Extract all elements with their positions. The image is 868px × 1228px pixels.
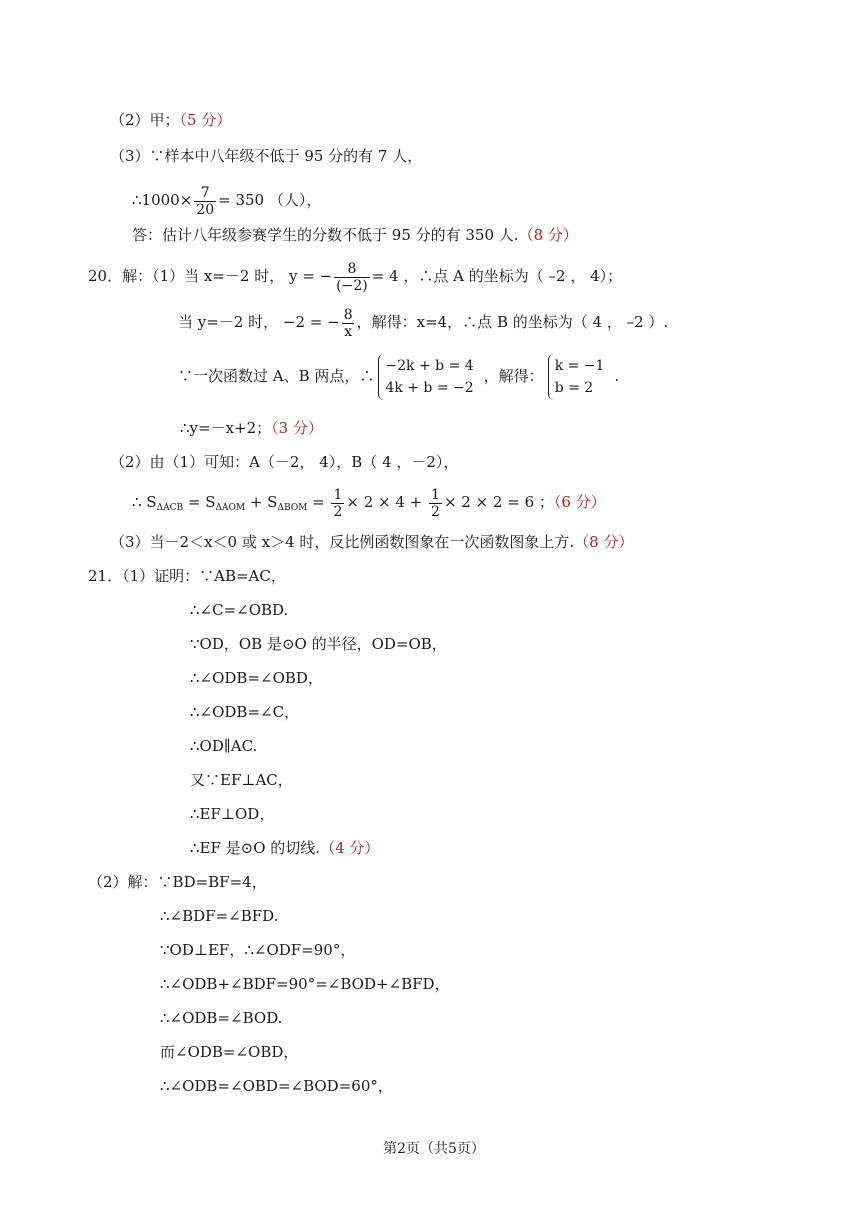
fraction-8-x: $\frac{8}{x}$ <box>343 306 353 340</box>
score-5: （5 分） <box>179 111 232 129</box>
line-calc-1000: ∴1000× $\frac{7}{20}$ = 350 （人）， <box>132 184 322 218</box>
line-q20-part2: （2）由（1）可知：A（－2， 4），B（ 4 ，－2）， <box>110 453 459 471</box>
line-q21-p2-1: ∴∠BDF=∠BFD. <box>160 907 279 925</box>
fraction-half-1: $\frac{1}{2}$ <box>333 486 343 520</box>
line-q21-2: ∴∠C=∠OBD. <box>190 601 289 619</box>
page-footer: 第2页（共5页） <box>383 1141 485 1157</box>
line-q21-4: ∴∠ODB=∠OBD， <box>190 669 323 687</box>
fraction-half-2: $\frac{1}{2}$ <box>431 486 440 520</box>
line-q21-8: ∴EF⊥OD， <box>190 805 275 823</box>
line-q21-p2-2: ∵OD⊥EF，∴∠ODF=90°， <box>160 941 356 959</box>
fraction-7-20: $\frac{7}{20}$ <box>196 184 215 218</box>
line-q21-5: ∴∠ODB=∠C， <box>190 703 300 721</box>
score-8: （8 分） <box>518 226 578 244</box>
line-q21-9: ∴EF 是⊙O 的切线.（4 分） <box>190 839 380 857</box>
score-3: （3 分） <box>271 419 323 437</box>
line-q2: （2）甲；（5 分） <box>110 111 232 129</box>
line-q20-2: 当 y=－2 时， −2 = − $\frac{8}{x}$ ，解得：x=4，∴点 B 的坐标为（ 4 ， –2 ）. <box>178 306 669 340</box>
solution-system: k = −1 b = 2 <box>548 354 611 400</box>
score-6: （6 分） <box>553 493 606 511</box>
line-q21-p2-4: ∴∠ODB=∠BOD. <box>160 1009 283 1027</box>
line-answer-350: 答：估计八年级参赛学生的分数不低于 95 分的有 350 人.（8 分） <box>132 226 578 244</box>
line-q21-3: ∵OD，OB 是⊙O 的半径，OD=OB， <box>190 635 447 653</box>
line-q21-part2: （2）解：∵BD=BF=4， <box>88 873 267 891</box>
line-q21-1: 21．（1）证明：∵AB=AC， <box>88 567 286 585</box>
line-q21-p2-6: ∴∠ODB=∠OBD=∠BOD=60°， <box>160 1077 393 1095</box>
line-area-calc: ∴ $S_{\Delta ACB} = S_{\Delta AOM} + S_{\Delta BOM}$ = $\frac{1}{2}$ × 2 × 4 + $\frac{1}{2}$ × 2 × 2 = 6 ；（6 分） <box>132 486 606 520</box>
score-8b: （8 分） <box>574 533 634 551</box>
line-q20-1: 20．解：（1）当 x=－2 时， y = − $\frac{8}{(-2)}$ = 4 ，∴点 A 的坐标为（ –2 ， 4）； <box>88 260 623 294</box>
line-q3: （3）∵样本中八年级不低于 95 分的有 7 人， <box>110 147 423 165</box>
equation-system: −2k + b = 4 4k + b = −2 <box>378 354 479 400</box>
line-q20-part3: （3）当－2＜x＜0 或 x＞4 时，反比例函数图象在一次函数图象上方.（8 分） <box>110 533 634 551</box>
line-q21-p2-5: 而∠ODB=∠OBD， <box>160 1043 299 1061</box>
fraction-8-neg2: $\frac{8}{(-2)}$ <box>336 260 368 294</box>
line-q20-3: ∵一次函数过 A、B 两点，∴−2k + b = 4 4k + b = −2，解得：k = −1 b = 2. <box>178 352 619 400</box>
line-q21-p2-3: ∴∠ODB+∠BDF=90°=∠BOD+∠BFD， <box>160 975 450 993</box>
line-q21-6: ∴OD∥AC. <box>190 737 258 755</box>
line-q21-7: 又∵EF⊥AC， <box>190 771 293 789</box>
line-q20-4: ∴y=－x+2；（3 分） <box>180 419 323 437</box>
score-4: （4 分） <box>320 839 380 857</box>
